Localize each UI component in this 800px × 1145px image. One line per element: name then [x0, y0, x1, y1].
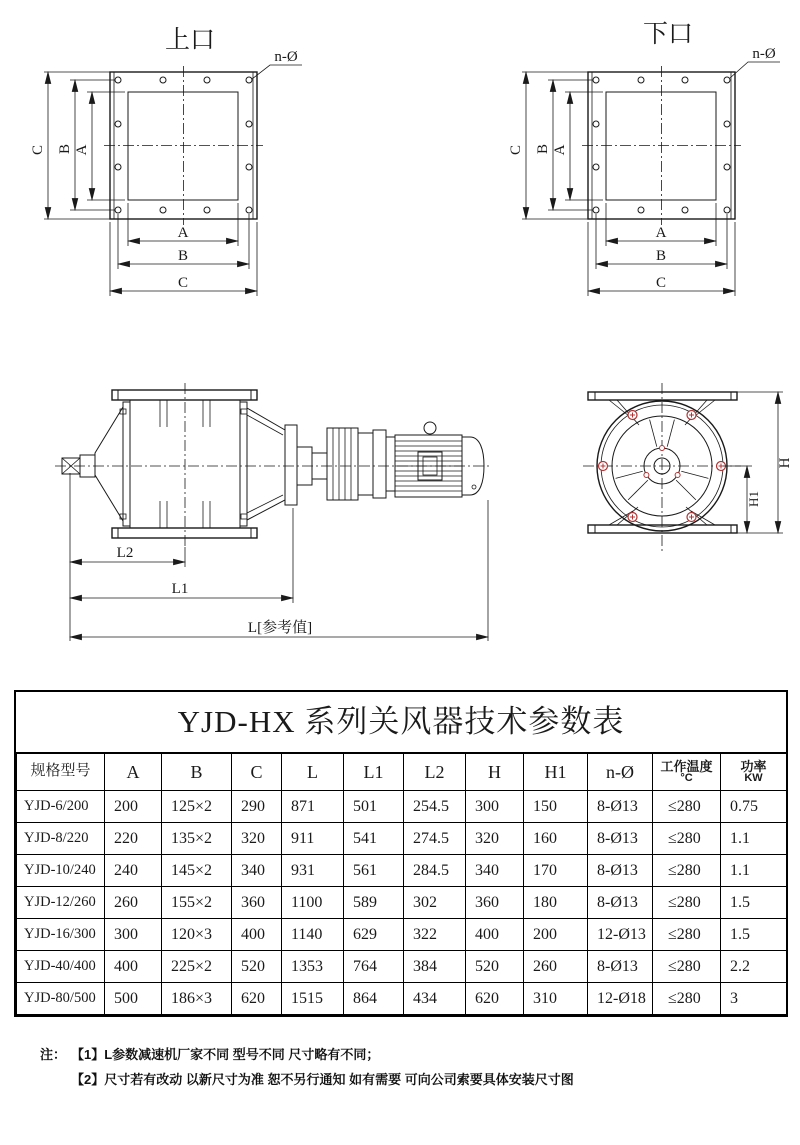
table-row: [17, 823, 787, 855]
table-cell: 520: [466, 951, 524, 983]
dimension-lines: [44, 72, 257, 296]
drawing-title: 下口: [642, 21, 694, 48]
table-cell: 180: [524, 887, 588, 919]
leader-line: [252, 65, 302, 79]
table-cell: 1353: [282, 951, 344, 983]
table-cell: 1.1: [721, 855, 787, 887]
table-cell: 310: [524, 983, 588, 1015]
table-cell: 145×2: [162, 855, 232, 887]
dim-label-a-left: A: [552, 144, 568, 156]
left-end-cover: [62, 402, 130, 526]
table-cell: 340: [466, 855, 524, 887]
table-cell: 501: [344, 791, 404, 823]
dimension-lines: [723, 392, 783, 533]
table-cell: 274.5: [404, 823, 466, 855]
bottom-port-drawing: [508, 12, 800, 312]
table-cell: ≤280: [653, 951, 721, 983]
top-port-drawing: [30, 12, 340, 312]
column-header: L2: [404, 754, 466, 791]
leader-line: [730, 62, 780, 78]
table-cell: 125×2: [162, 791, 232, 823]
table-cell: 322: [404, 919, 466, 951]
table-cell: 1.5: [721, 887, 787, 919]
table-cell: 384: [404, 951, 466, 983]
table-cell: 434: [404, 983, 466, 1015]
table-cell: 320: [232, 823, 282, 855]
table-cell: 500: [105, 983, 162, 1015]
column-header: 工作温度 °C: [653, 754, 721, 791]
table-cell: 864: [344, 983, 404, 1015]
table-cell: 629: [344, 919, 404, 951]
column-header: H1: [524, 754, 588, 791]
dim-label-b-bottom: B: [655, 248, 667, 264]
table-cell: ≤280: [653, 791, 721, 823]
column-header: L: [282, 754, 344, 791]
dim-label-l1: L1: [171, 581, 189, 597]
dim-label-h1: H1: [746, 491, 761, 507]
table-row: [17, 855, 787, 887]
table-cell: 911: [282, 823, 344, 855]
table-cell: 620: [232, 983, 282, 1015]
end-view-drawing: [575, 375, 800, 595]
center-lines: [104, 66, 263, 225]
spec-table-body: [17, 791, 787, 1015]
table-cell: 1.5: [721, 919, 787, 951]
table-cell: 254.5: [404, 791, 466, 823]
table-cell: 931: [282, 855, 344, 887]
table-cell: YJD-12/260: [17, 887, 105, 919]
table-row: [17, 791, 787, 823]
table-row: [17, 919, 787, 951]
table-cell: 160: [524, 823, 588, 855]
table-cell: 3: [721, 983, 787, 1015]
table-cell: 1515: [282, 983, 344, 1015]
table-cell: 589: [344, 887, 404, 919]
table-cell: 200: [524, 919, 588, 951]
table-cell: 871: [282, 791, 344, 823]
note-line-1: 【1】L参数减速机厂家不同 型号不同 尺寸略有不同；: [71, 1047, 380, 1062]
table-cell: 300: [105, 919, 162, 951]
dim-label-l: L[参考值]: [247, 620, 313, 636]
table-cell: YJD-80/500: [17, 983, 105, 1015]
dim-label-b-left: B: [535, 143, 551, 155]
dim-label-a-bottom: A: [177, 225, 189, 241]
table-cell: 764: [344, 951, 404, 983]
column-header: 功率 KW: [721, 754, 787, 791]
dim-label-h: H: [777, 457, 793, 469]
gearbox: [297, 428, 395, 500]
dim-label-c-bottom: C: [655, 275, 667, 291]
table-cell: 12-Ø18: [588, 983, 653, 1015]
hole-count-label: n-Ø: [752, 46, 776, 62]
dim-label-b-bottom: B: [177, 248, 189, 264]
dim-label-b-left: B: [57, 143, 73, 155]
table-cell: 225×2: [162, 951, 232, 983]
table-cell: 260: [105, 887, 162, 919]
table-cell: 320: [466, 823, 524, 855]
table-cell: 120×3: [162, 919, 232, 951]
table-cell: 0.75: [721, 791, 787, 823]
spec-table: [14, 690, 788, 1017]
dimension-labels: [30, 144, 189, 291]
valve-body: [112, 390, 257, 538]
dim-label-c-left: C: [508, 144, 524, 156]
table-row: [17, 887, 787, 919]
table-cell: 220: [105, 823, 162, 855]
side-view-drawing: [40, 375, 500, 653]
column-header: L1: [344, 754, 404, 791]
spec-parameter-table: [16, 753, 787, 1015]
table-cell: 240: [105, 855, 162, 887]
table-row: [17, 951, 787, 983]
dimension-labels: [746, 457, 793, 507]
table-cell: YJD-8/220: [17, 823, 105, 855]
table-cell: 400: [466, 919, 524, 951]
column-header: C: [232, 754, 282, 791]
table-cell: 135×2: [162, 823, 232, 855]
table-cell: ≤280: [653, 887, 721, 919]
table-cell: 200: [105, 791, 162, 823]
table-cell: 300: [466, 791, 524, 823]
table-cell: 8-Ø13: [588, 791, 653, 823]
table-cell: YJD-6/200: [17, 791, 105, 823]
table-title: YJD-HX 系列关风器技术参数表: [16, 692, 786, 753]
table-cell: 360: [466, 887, 524, 919]
note-line-2: 【2】尺寸若有改动 以新尺寸为准 恕不另行通知 如有需要 可向公司索要具体安装尺寸图: [71, 1072, 574, 1087]
table-cell: 290: [232, 791, 282, 823]
table-cell: 302: [404, 887, 466, 919]
table-cell: ≤280: [653, 919, 721, 951]
table-cell: ≤280: [653, 823, 721, 855]
table-cell: 186×3: [162, 983, 232, 1015]
table-cell: 260: [524, 951, 588, 983]
table-cell: 155×2: [162, 887, 232, 919]
table-cell: ≤280: [653, 855, 721, 887]
table-cell: 1140: [282, 919, 344, 951]
table-cell: 170: [524, 855, 588, 887]
dim-label-c-bottom: C: [177, 275, 189, 291]
column-header: n-Ø: [588, 754, 653, 791]
column-header: B: [162, 754, 232, 791]
table-cell: 12-Ø13: [588, 919, 653, 951]
table-cell: 541: [344, 823, 404, 855]
right-end-cover: [240, 402, 297, 526]
column-header: A: [105, 754, 162, 791]
dim-label-a-bottom: A: [655, 225, 667, 241]
table-cell: YJD-16/300: [17, 919, 105, 951]
column-header: 规格型号: [17, 754, 105, 791]
table-cell: 520: [232, 951, 282, 983]
table-cell: 340: [232, 855, 282, 887]
center-lines: [582, 66, 741, 225]
table-cell: 2.2: [721, 951, 787, 983]
table-cell: 8-Ø13: [588, 887, 653, 919]
footnotes: [40, 1044, 574, 1088]
table-cell: YJD-10/240: [17, 855, 105, 887]
drawing-title: 上口: [164, 27, 216, 54]
notes-label: 注：: [40, 1047, 67, 1062]
table-cell: 150: [524, 791, 588, 823]
table-cell: 8-Ø13: [588, 951, 653, 983]
dimension-labels: [508, 144, 667, 291]
table-cell: 360: [232, 887, 282, 919]
hole-count-label: n-Ø: [274, 49, 298, 65]
table-cell: 8-Ø13: [588, 855, 653, 887]
dim-label-a-left: A: [74, 144, 90, 156]
dimension-lines: [522, 72, 735, 296]
table-cell: 400: [105, 951, 162, 983]
table-row: [17, 983, 787, 1015]
table-cell: 8-Ø13: [588, 823, 653, 855]
dim-label-c-left: C: [30, 144, 46, 156]
dim-label-l2: L2: [116, 545, 134, 561]
table-cell: 1.1: [721, 823, 787, 855]
table-cell: 1100: [282, 887, 344, 919]
table-cell: ≤280: [653, 983, 721, 1015]
flanges-and-struts: [588, 392, 737, 533]
table-cell: 561: [344, 855, 404, 887]
table-cell: 620: [466, 983, 524, 1015]
table-cell: YJD-40/400: [17, 951, 105, 983]
table-cell: 400: [232, 919, 282, 951]
table-cell: 284.5: [404, 855, 466, 887]
header-row: [17, 754, 787, 791]
motor: [395, 422, 484, 497]
column-header: H: [466, 754, 524, 791]
dimension-labels: [117, 545, 312, 636]
